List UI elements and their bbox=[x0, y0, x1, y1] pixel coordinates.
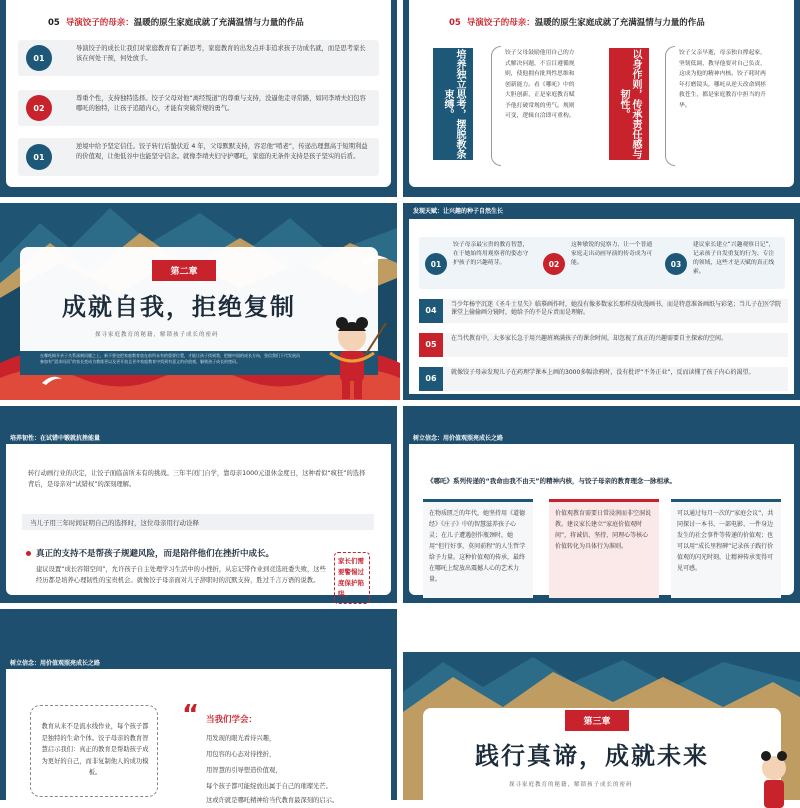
slide-header: 培养韧性：在试错中锻就抗挫能量 bbox=[0, 430, 397, 444]
slide-6[interactable] bbox=[403, 406, 800, 603]
side-note: 家长们需要警惕过度保护陷阱。 bbox=[334, 552, 370, 604]
step-number: 01 bbox=[26, 45, 52, 71]
list-item: 逆境中给予坚定信任。饺子转行后蛰伏近 4 年，父母默默支持，容忍他“啃老”，传递出理想高于短期利益的价值观，让他低谷中也能坚守信念。就像李靖夫妇守护哪吒，家庭的无条件支持是孩子坚实的后盾。 bbox=[18, 138, 379, 176]
brace bbox=[491, 46, 501, 166]
chapter-badge: 第二章 bbox=[152, 260, 216, 281]
left-text: 饺子父母鼓励他用自己的方式解决问题，不盲目遵循规则，使他拥有批判性思维和创新能力。看《哪吒》中的大胆创新，正是家庭教育赋予他打破常规的勇气。规则可变，逻辑自洽即可重构。 bbox=[505, 50, 575, 119]
nezha-figure bbox=[320, 313, 390, 408]
slide-body bbox=[409, 0, 794, 187]
intro-text: 《哪吒》系列传递的“我命由我不由天”的精神内核，与饺子母亲的教育理念一脉相承。 bbox=[427, 477, 677, 485]
value-column: 价值观教育需要日常浸润而非空洞说教。建议家长建立“家庭价值观时间”，将诚信、坚持、同理心等核心价值转化为具体行为准则。 bbox=[549, 502, 659, 598]
list-item: 尊重个性，支持独特选择。饺子父母对他“离经叛道”的尊重与支持，没逼他走寻常路，如同李靖夫妇包容哪吒的独特，让孩子追随内心，才能有突破常规的勇气。 bbox=[18, 90, 379, 126]
step-number: 02 bbox=[543, 253, 565, 275]
slide-2[interactable] bbox=[403, 0, 800, 197]
slide-header: 发现天赋：让兴趣的种子自然生长 bbox=[403, 203, 800, 219]
step-number: 01 bbox=[26, 144, 52, 170]
slide-header: 树立信念：用价值观照亮成长之路 bbox=[403, 430, 800, 444]
chapter-title: 践行真谛，成就未来 bbox=[475, 742, 709, 770]
step-text: 饺子母亲最宝贵的教育智慧，在于她始终用观察者的姿态守护孩子的兴趣萌芽。 bbox=[453, 242, 529, 266]
list-row: 04 当少年杨宇沉迷《圣斗士星矢》临摹画作时，她没有像多数家长那样没收漫画书，而是特意准备画纸与彩笔；当儿子在医学院课堂上偷偷画分镜时，她给予的不是斥责而是理解。 bbox=[419, 299, 788, 323]
quote-line: 这或许就是哪吒精神给当代教育最深刻的启示。 bbox=[206, 797, 339, 804]
step-text: 建议家长建立“兴趣观察日记”，记录孩子自发重复的行为、专注的领域，这些才是天赋的真正线索。 bbox=[693, 242, 775, 275]
slide-1[interactable] bbox=[0, 0, 397, 197]
paragraph: 转行动画行业的决定，让饺子面临前所未有的挑战。三年半闭门自学，靠母亲1000元退休金度日，这种看似“疯狂”的选择背后，是母亲对“试错权”的深刻理解。 bbox=[28, 470, 366, 488]
quote-line: 用智慧的引导塑造价值观， bbox=[206, 767, 282, 774]
summary-text: 教育从来不是流水线作业，每个孩子都是独特的生命个体。饺子母亲的教育智慧启示我们：真正的教育是帮助孩子成为更好的自己，而非复制他人的成功模板。 bbox=[41, 723, 149, 776]
crane-icon bbox=[360, 249, 390, 269]
chapter-subtitle: 探寻家庭教育的秘籍，解锁孩子成长的密码 bbox=[509, 782, 633, 788]
slide-title: 05 导演饺子的母亲：温暖的原生家庭成就了充满温情与力量的作品 bbox=[449, 18, 705, 28]
quote-line: 用发现的眼光看待兴趣， bbox=[206, 735, 276, 742]
brace bbox=[665, 46, 675, 166]
step-text: 这种敏锐的觉察力，让一个普通家庭走出动画导演的传奇成为可能。 bbox=[571, 242, 653, 266]
right-card: 以身作则，传承责任感与韧性。 bbox=[609, 48, 649, 160]
paragraph: 建议设置“成长容错空间”，允许孩子自主处理学习生活中的小挫折，从忘记带作业到竞选班委失败，这些经历都是培养心理韧性的宝贵机会。就像饺子母亲面对儿子辞职时的沉默支持，胜过千言万语的说教。 bbox=[36, 566, 326, 584]
key-statement: 真正的支持不是帮孩子规避风险，而是陪伴他们在挫折中成长。 bbox=[36, 549, 275, 559]
slide-4[interactable] bbox=[403, 203, 800, 400]
quote-line: 用包容的心态对待挫折， bbox=[206, 751, 276, 758]
chapter-subtitle: 探寻家庭教育的秘籍，解锁孩子成长的密码 bbox=[95, 332, 219, 338]
red-bullet bbox=[26, 551, 31, 556]
slide-header: 树立信念：用价值观照亮成长之路 bbox=[0, 655, 397, 669]
quote-icon: “ bbox=[182, 700, 200, 730]
value-column: 可以通过每月一次的“家庭会议”，共同探讨一本书、一部电影、一件身边发生的社会事件等传递的价值观；也可以用“成长里程碑”记录孩子践行价值观的闪光时刻，让精神传承变得可见可感。 bbox=[671, 502, 781, 598]
list-row: 05 在当代教育中，大多家长急于用兴趣班填满孩子的课余时间，却忽视了真正的兴趣需要自主探索的空间。 bbox=[419, 333, 788, 357]
chapter-badge: 第三章 bbox=[565, 710, 629, 731]
chapter-title: 成就自我，拒绝复制 bbox=[62, 293, 296, 321]
right-text: 饺子父亲早逝，母亲独自撑起家，坚韧低调，教导他要对自己负责，这成为他的精神内核。饺子耗时两年打磨镜头，哪吒从逆天改命到拯救苍生，都是家庭教育中担当的升华。 bbox=[679, 50, 766, 109]
highlight-bar: 当儿子用三年时间证明自己的选择时，这位母亲用行动诠释 bbox=[22, 514, 374, 530]
slide-3[interactable] bbox=[0, 203, 397, 400]
step-number: 01 bbox=[425, 253, 447, 275]
slide-title: 05 导演饺子的母亲：温暖的原生家庭成就了充满温情与力量的作品 bbox=[48, 18, 304, 28]
value-column: 在物质匮乏的年代，她坚持用《道德经》《庄子》中的智慧滋养孩子心灵；在儿子遭遇创作瓶颈时，她用“但行好事，莫问前程”的人生哲学给予力量。这种价值观的传承，最终在哪吒上绽放出震撼人心的艺术力量。 bbox=[423, 502, 533, 598]
list-item: 导演饺子的成长让我们对家庭教育有了新思考，家庭教育的出发点并非追求孩子功成名就，而是思考家长该在何处干预，何处放手。 bbox=[18, 40, 379, 76]
left-card: 培养独立思考，摆脱教条束缚。 bbox=[433, 48, 473, 160]
step-number: 02 bbox=[26, 95, 52, 121]
crane-icon bbox=[40, 371, 64, 389]
quote-line: 每个孩子都可能绽放出属于自己的璀璨光芒。 bbox=[206, 783, 332, 790]
step-number: 03 bbox=[665, 253, 687, 275]
slide-5[interactable] bbox=[0, 406, 397, 603]
nezha-figure bbox=[748, 748, 798, 808]
list-row: 06 就像饺子母亲发现儿子在药理学课本上画的3000多幅涂鸦时，没有批评“不务正业”，反而读懂了孩子内心的渴望。 bbox=[419, 367, 788, 391]
slide-8[interactable] bbox=[403, 652, 800, 800]
quote-title: 当我们学会： bbox=[206, 715, 258, 725]
slide-7[interactable] bbox=[0, 609, 397, 804]
slide-body bbox=[6, 0, 391, 187]
band-text: 在哪吒揭开亲子关系深刻问题之上，新不要也把家庭教育放在前所未有的重要位置，才能让孩子找到我，把握中国的成长方向，坚信我们下代发展再参加有“恩求问而”的家长变成为教练更以及更开放且更多家庭教育中找到有意义的价值观，解锁孩子成长的密码。 bbox=[40, 353, 300, 364]
